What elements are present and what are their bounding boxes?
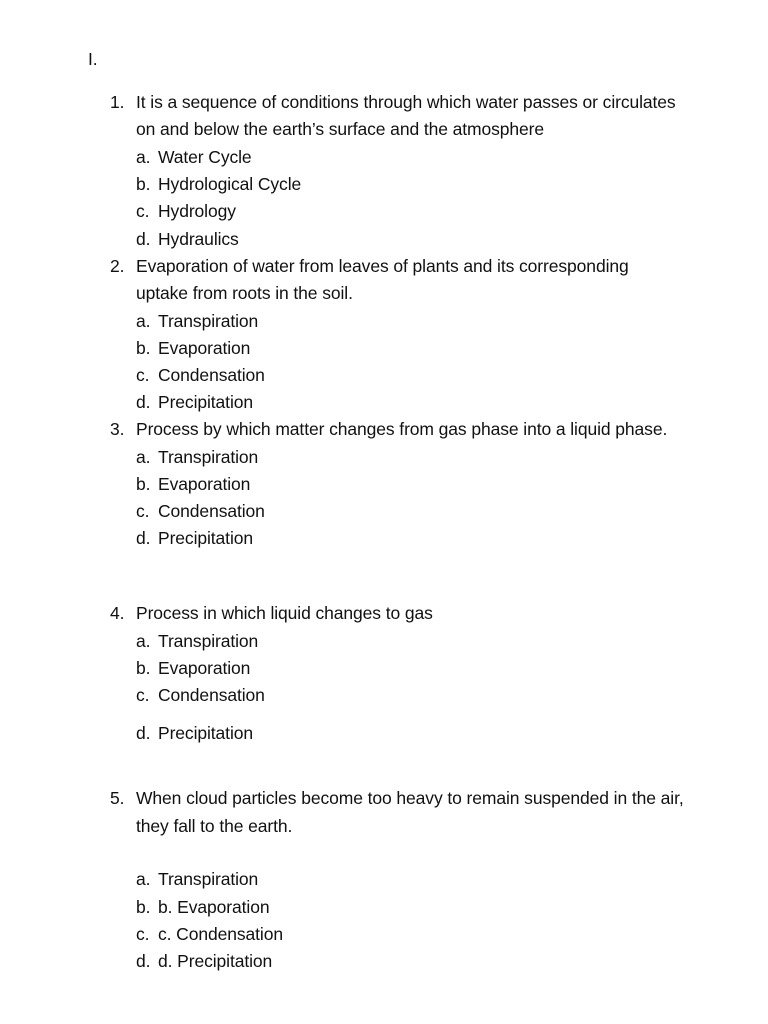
q3-option-c-text: Condensation xyxy=(158,501,265,521)
question-3-number: 3. xyxy=(110,419,125,439)
q1-option-a-label: a. xyxy=(136,147,151,167)
q2-option-c-label: c. xyxy=(136,365,150,385)
question-2-text-line-2: uptake from roots in the soil. xyxy=(136,283,353,303)
q5-option-b-label: b. xyxy=(136,897,151,917)
q3-option-b-label: b. xyxy=(136,474,151,494)
q4-option-a-label: a. xyxy=(136,631,151,651)
q4-option-b-text: Evaporation xyxy=(158,658,251,678)
q5-option-d-text: d. Precipitation xyxy=(158,951,273,971)
q1-option-d-text: Hydraulics xyxy=(158,229,239,249)
q4-option-b-label: b. xyxy=(136,658,151,678)
q2-option-b-text: Evaporation xyxy=(158,338,251,358)
q2-option-d-text: Precipitation xyxy=(158,392,254,412)
q1-option-b-label: b. xyxy=(136,174,151,194)
question-5-text-line-2: they fall to the earth. xyxy=(136,816,293,836)
q1-option-b-text: Hydrological Cycle xyxy=(158,174,302,194)
q2-option-d-label: d. xyxy=(136,392,151,412)
q3-option-a-label: a. xyxy=(136,447,151,467)
section-heading: I. xyxy=(88,49,98,69)
q2-option-a-text: Transpiration xyxy=(158,311,259,331)
q4-option-d-label: d. xyxy=(136,723,151,743)
q5-option-c-text: c. Condensation xyxy=(158,924,283,944)
question-1-text-line-2: on and below the earth’s surface and the atmosphere xyxy=(136,119,545,139)
q1-option-c-label: c. xyxy=(136,201,150,221)
q5-option-a-label: a. xyxy=(136,869,151,889)
q3-option-c-label: c. xyxy=(136,501,150,521)
question-5-number: 5. xyxy=(110,788,125,808)
q1-option-c-text: Hydrology xyxy=(158,201,236,221)
q3-option-d-label: d. xyxy=(136,528,151,548)
q1-option-d-label: d. xyxy=(136,229,151,249)
q5-option-d-label: d. xyxy=(136,951,151,971)
q2-option-b-label: b. xyxy=(136,338,151,358)
question-4-text-line-1: Process in which liquid changes to gas xyxy=(136,603,433,623)
q4-option-a-text: Transpiration xyxy=(158,631,259,651)
q5-option-c-label: c. xyxy=(136,924,150,944)
q1-option-a-text: Water Cycle xyxy=(158,147,252,167)
q4-option-c-text: Condensation xyxy=(158,685,265,705)
q4-option-c-label: c. xyxy=(136,685,150,705)
q3-option-d-text: Precipitation xyxy=(158,528,254,548)
question-5-text-line-1: When cloud particles become too heavy to remain suspended in the air, xyxy=(136,788,684,808)
question-1-text-line-1: It is a sequence of conditions through which water passes or circulates xyxy=(136,92,676,112)
q2-option-a-label: a. xyxy=(136,311,151,331)
q2-option-c-text: Condensation xyxy=(158,365,265,385)
q5-option-a-text: Transpiration xyxy=(158,869,259,889)
question-1-number: 1. xyxy=(110,92,125,112)
question-3-text-line-1: Process by which matter changes from gas phase into a liquid phase. xyxy=(136,419,668,439)
q3-option-a-text: Transpiration xyxy=(158,447,259,467)
question-2-number: 2. xyxy=(110,256,125,276)
question-4-number: 4. xyxy=(110,603,125,623)
q4-option-d-text: Precipitation xyxy=(158,723,254,743)
q5-option-b-text: b. Evaporation xyxy=(158,897,270,917)
q3-option-b-text: Evaporation xyxy=(158,474,251,494)
question-2-text-line-1: Evaporation of water from leaves of plants and its corresponding xyxy=(136,256,629,276)
